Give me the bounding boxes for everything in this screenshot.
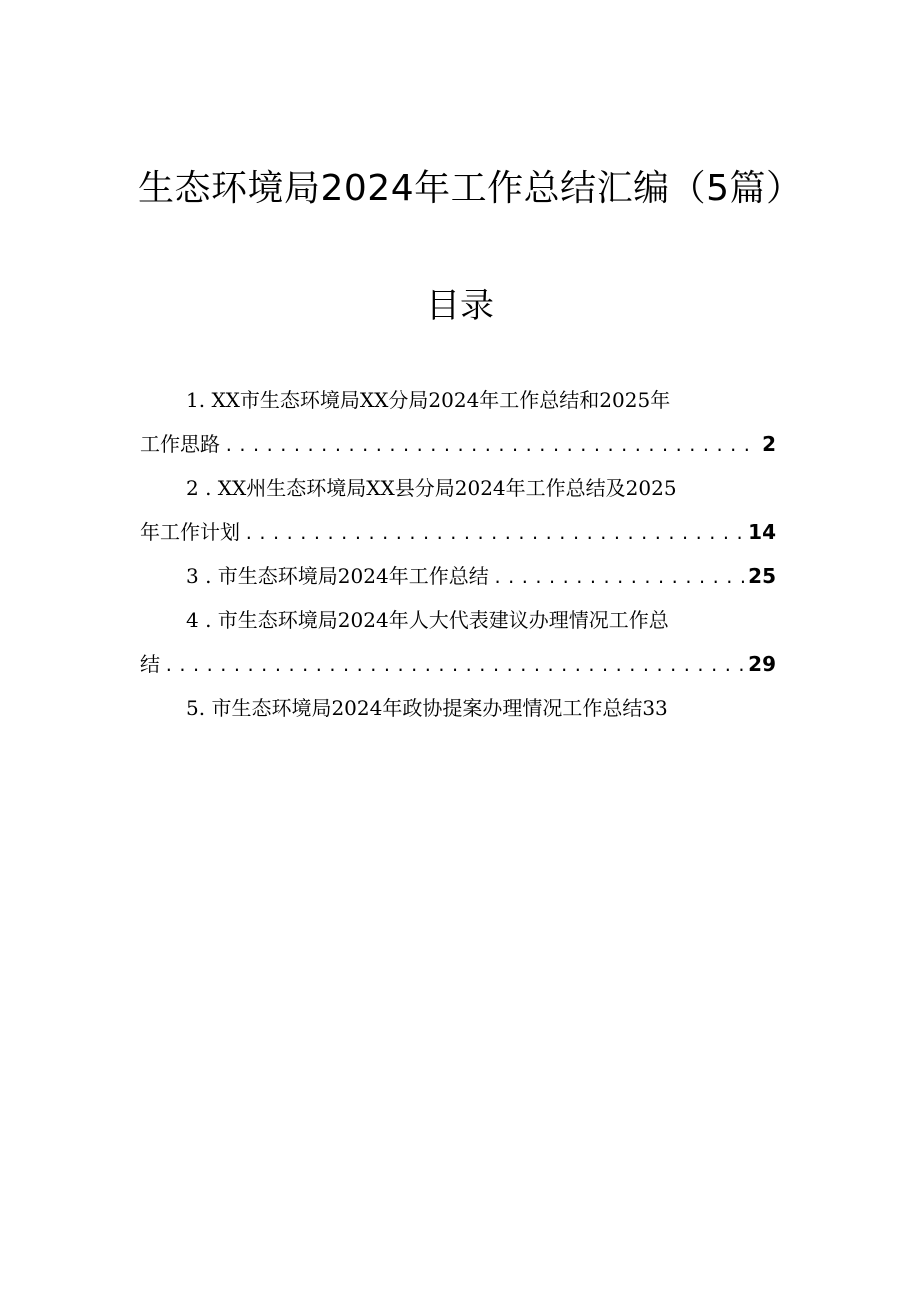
- toc-entry-title: 3 . 市生态环境局2024年工作总结: [186, 564, 489, 588]
- toc-entry-title: 4 . 市生态环境局2024年人大代表建议办理情况工作总: [186, 608, 669, 632]
- toc-entry-3[interactable]: [140, 554, 776, 598]
- toc-entry-2[interactable]: [140, 466, 776, 554]
- toc-dot-leader: [164, 644, 744, 688]
- toc-entry-1[interactable]: [140, 378, 776, 466]
- toc-entry-title: 1. XX市生态环境局XX分局2024年工作总结和2025年: [186, 388, 671, 412]
- toc-heading: 目录: [426, 286, 494, 326]
- toc-dot-leader: [244, 512, 744, 556]
- toc-page-number: 25: [748, 564, 776, 588]
- toc-entry-title: 2 . XX州生态环境局XX县分局2024年工作总结及2025: [186, 476, 677, 500]
- toc-page-number: 14: [748, 520, 776, 544]
- toc-entry-5[interactable]: [140, 686, 776, 730]
- toc-entry-title-continued: 年工作计划: [140, 520, 240, 544]
- toc-page-number: 29: [748, 652, 776, 676]
- document-title: 生态环境局2024年工作总结汇编（5篇）: [138, 168, 803, 209]
- toc-dot-leader: [224, 424, 758, 468]
- toc-page-number: 2: [762, 432, 776, 456]
- toc-dot-leader: [493, 556, 744, 600]
- toc-entry-title-continued: 结: [140, 652, 160, 676]
- toc-entry-title: 5. 市生态环境局2024年政协提案办理情况工作总结33: [186, 696, 668, 720]
- table-of-contents: [140, 378, 776, 730]
- toc-entry-title-continued: 工作思路: [140, 432, 220, 456]
- toc-entry-4[interactable]: [140, 598, 776, 686]
